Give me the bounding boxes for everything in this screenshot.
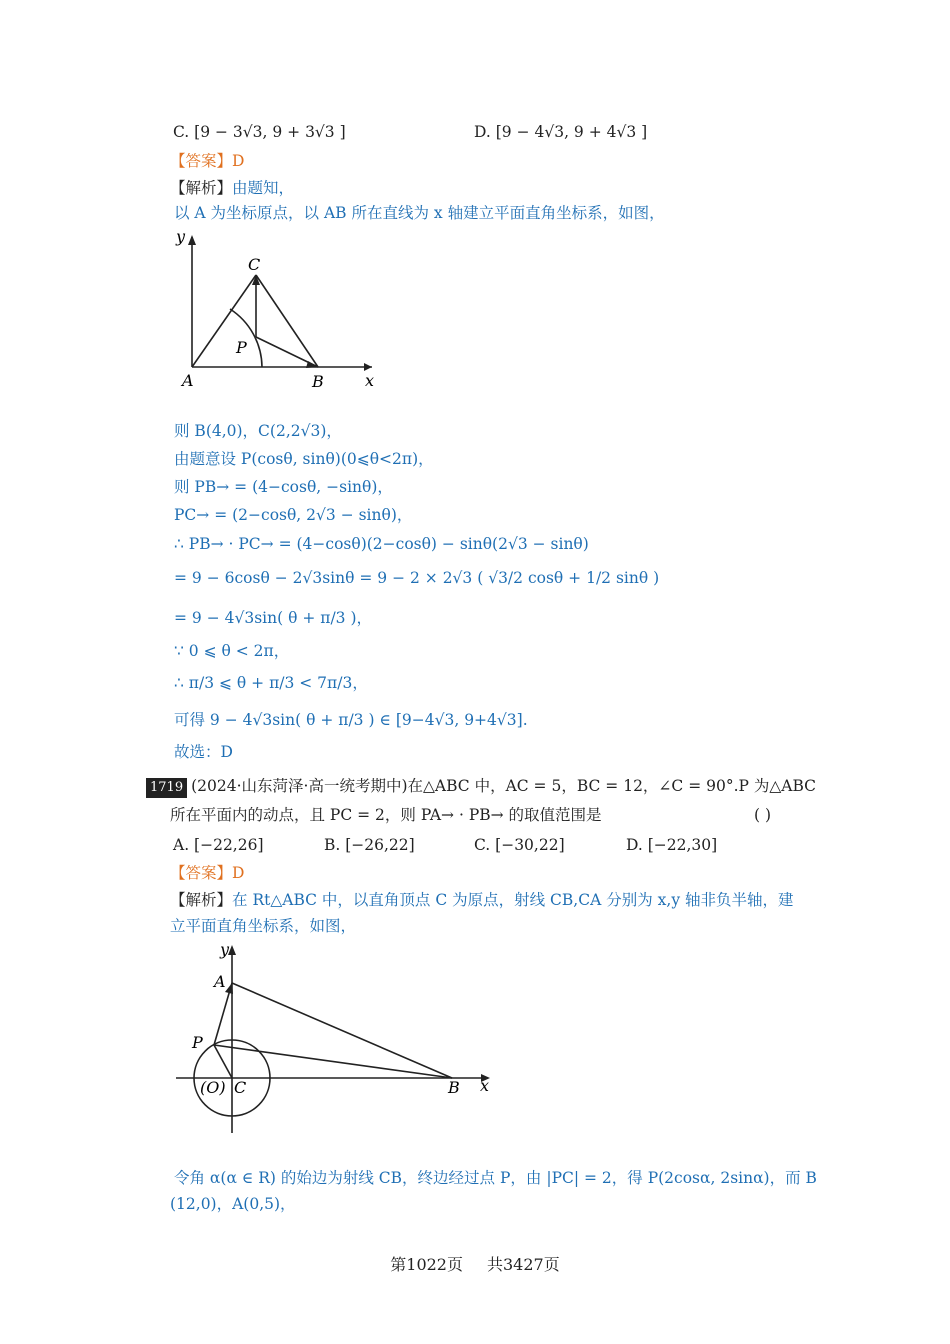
label-x: x xyxy=(480,1076,490,1095)
analysis-line: 以 A 为坐标原点，以 AB 所在直线为 x 轴建立平面直角坐标系，如图， xyxy=(174,204,665,222)
stem-line-1: (2024·山东菏泽·高一统考期中)在△ABC 中，AC = 5，BC = 12，∠C = 90°.P 为△ABC xyxy=(191,777,817,795)
stem-line-2: 所在平面内的动点，且 PC = 2，则 PA→ · PB→ 的取值范围是 xyxy=(170,806,602,824)
analysis-line: = 9 − 6cosθ − 2√3sinθ = 9 − 2 × 2√3 ( √3/2 cosθ + 1/2 sinθ ) xyxy=(174,569,660,587)
analysis-line: 则 PB→ = (4−cosθ, −sinθ)， xyxy=(174,478,393,496)
label-c: C xyxy=(248,255,261,274)
option-c: C. [9 − 3√3, 9 + 3√3 ] xyxy=(173,123,346,141)
page-number: 第1022页 xyxy=(390,1255,463,1274)
answer-value: D xyxy=(232,864,245,882)
analysis-line: 可得 9 − 4√3sin( θ + π/3 ) ∈ [9−4√3, 9+4√3]. xyxy=(174,711,528,729)
page-footer xyxy=(0,1252,950,1275)
segment-pc xyxy=(214,1045,232,1078)
label-y: y xyxy=(176,227,186,246)
label-p: P xyxy=(192,1033,203,1052)
analysis-line-4: (12,0)，A(0,5)， xyxy=(170,1195,296,1213)
question-number: 1719 xyxy=(146,778,187,798)
answer-tag: 【答案】 xyxy=(170,152,233,170)
answer-tag: 【答案】 xyxy=(170,864,233,882)
right-triangle-figure xyxy=(170,935,500,1140)
answer-bracket: ( ) xyxy=(754,806,772,824)
label-y: y xyxy=(220,940,230,959)
option-a: A. [−22,26] xyxy=(173,836,264,854)
analysis-line: ∵ 0 ⩽ θ < 2π， xyxy=(174,642,290,660)
label-c: C xyxy=(234,1078,247,1097)
analysis-line: = 9 − 4√3sin( θ + π/3 )， xyxy=(174,609,373,627)
page-total: 共3427页 xyxy=(487,1255,560,1274)
analysis-intro: 由题知， xyxy=(232,179,295,197)
option-d: D. [9 − 4√3, 9 + 4√3 ] xyxy=(474,123,648,141)
label-p: P xyxy=(236,338,247,357)
analysis-line: 则 B(4,0)，C(2,2√3)， xyxy=(174,422,342,440)
label-a: A xyxy=(182,371,194,390)
analysis-line-3: 令角 α(α ∈ R) 的始边为射线 CB，终边经过点 P，由 |PC| = 2，得 P(2cosα, 2sinα)，而 B xyxy=(174,1169,817,1187)
option-b: B. [−26,22] xyxy=(324,836,415,854)
y-axis-arrow xyxy=(228,945,236,955)
option-d: D. [−22,30] xyxy=(626,836,718,854)
answer-row xyxy=(170,863,244,883)
analysis-tag: 【解析】 xyxy=(170,891,233,909)
label-o: (O) xyxy=(200,1078,226,1097)
question-stem xyxy=(146,776,816,798)
answer-row xyxy=(170,151,244,171)
analysis-line-2: 立平面直角坐标系，如图， xyxy=(170,917,357,935)
label-a: A xyxy=(214,972,226,991)
option-c: C. [−30,22] xyxy=(474,836,565,854)
y-axis-arrow xyxy=(188,235,196,245)
label-x: x xyxy=(365,371,375,390)
pa-arrow xyxy=(225,983,233,994)
triangle-figure xyxy=(170,225,385,395)
analysis-line: ∴ π/3 ⩽ θ + π/3 < 7π/3， xyxy=(174,674,368,692)
analysis-tag: 【解析】 xyxy=(170,179,233,197)
answer-value: D xyxy=(232,152,245,170)
x-axis-arrow xyxy=(364,363,372,371)
side-cb xyxy=(256,275,318,367)
segment-pb xyxy=(214,1045,452,1078)
analysis-line: PC→ = (2−cosθ, 2√3 − sinθ)， xyxy=(174,506,413,524)
label-b: B xyxy=(448,1078,460,1097)
side-ab xyxy=(232,983,452,1078)
label-b: B xyxy=(312,372,324,391)
analysis-line-1: 在 Rt△ABC 中，以直角顶点 C 为原点，射线 CB,CA 分别为 x,y 轴非负半轴，建 xyxy=(232,891,794,909)
analysis-row xyxy=(170,890,794,910)
analysis-row xyxy=(170,178,294,198)
analysis-line: ∴ PB→ · PC→ = (4−cosθ)(2−cosθ) − sinθ(2√3 − sinθ) xyxy=(174,535,589,553)
analysis-line: 故选：D xyxy=(174,743,233,761)
analysis-line: 由题意设 P(cosθ, sinθ)(0⩽θ<2π)， xyxy=(174,450,434,468)
